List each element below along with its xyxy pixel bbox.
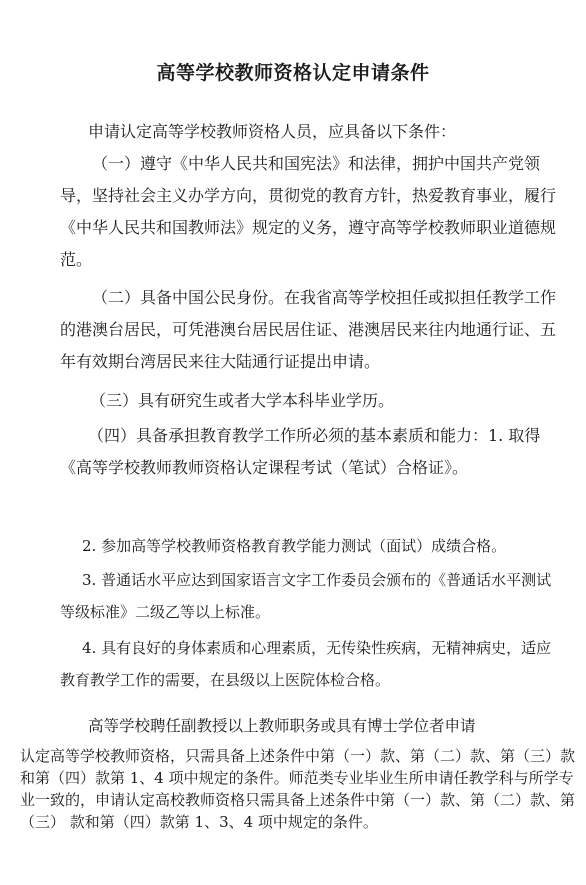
condition-item-4-sub-4: 4. 具有良好的身体素质和心理素质，无传染性疾病，无精神病史，适应教育教学工作的需要，在县级以上医院体检合格。 — [60, 639, 552, 689]
intro-paragraph: 申请认定高等学校教师资格人员，应具备以下条件： — [88, 122, 457, 141]
condition-item-4: （四）具备承担教育教学工作所必须的基本素质和能力：1. 取得《高等学校教师教师资格认定课程考试（笔试）合格证》。 — [60, 426, 541, 477]
condition-item-4-sub-2: 2. 参加高等学校教师资格教育教学能力测试（面试）成绩合格。 — [82, 537, 507, 555]
condition-item-2: （二）具备中国公民身份。在我省高等学校担任或拟担任教学工作的港澳台居民，可凭港澳台居民居住证、港澳居民来往内地通行证、五年有效期台湾居民来往大陆通行证提出申请。 — [60, 288, 557, 371]
condition-item-4-sub-3: 3. 普通话水平应达到国家语言文字工作委员会颁布的《普通话水平测试等级标准》二级乙等以上标准。 — [60, 571, 552, 621]
closing-paragraph-body: 认定高等学校教师资格，只需具备上述条件中第（一）款、第（二）款、第（三）款和第（四）款第 1、4 项中规定的条件。师范类专业毕业生所申请任教学科与所学专业一致的，申请认定高校教师资格只需具备上述条件中第（一）款、第（二）款、第（三） 款和第（四）款第 1、3、4 项中规定的条件。 — [20, 747, 576, 831]
condition-item-3: （三）具有研究生或者大学本科毕业学历。 — [90, 391, 395, 410]
document-title: 高等学校教师资格认定申请条件 — [156, 62, 430, 84]
condition-item-1: （一）遵守《中华人民共和国宪法》和法律，拥护中国共产党领导，坚持社会主义办学方向，贯彻党的教育方针，热爱教育事业，履行《中华人民共和国教师法》规定的义务，遵守高等学校教师职业道德规范。 — [60, 154, 557, 269]
closing-paragraph-first-line: 高等学校聘任副教授以上教师职务或具有博士学位者申请 — [88, 717, 476, 735]
